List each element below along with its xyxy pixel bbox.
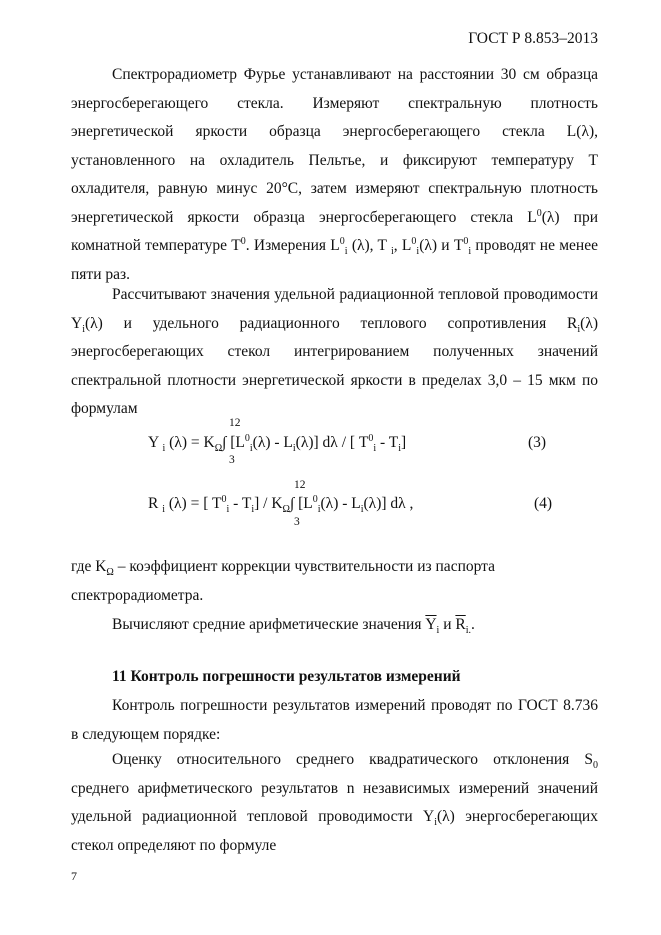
paragraph-means: Вычисляют средние арифметические значения $\overline{Y}_i$ и $\overline{R}_{i.}$. — [112, 616, 475, 637]
formula-4-lower-limit: 3 — [294, 516, 300, 528]
formula-3-upper-limit: 12 — [229, 417, 241, 429]
section-heading: 11 Контроль погрешности результатов измерений — [112, 668, 461, 685]
paragraph-measurement: Спектрорадиометр Фурье устанавливают на расстоянии 30 см образца энергосберегающего стекла. Измеряют спектральную плотность энергетической яркости образца энергосберегающего стекла L(λ), установленного на охладитель Пельтье, и фиксируют температуру T охладителя, равную минус 20°С, затем измеряют спектральную плотность энергетической яркости образца энергосберегающего стекла $L^0(\lambda)$ при комнатной температуре $T^0$. Измерения $L^0_i$ (λ), T $_i$, $L^0_i(\lambda)$ и $T^0_i$ проводят не менее пяти раз. — [71, 66, 598, 283]
formula-3-expression: Y $_i$ $(\lambda) = K_\Omega\int$ $[L^0_i(\lambda) - L_i(\lambda)]$ dλ / [ $T^0_i - T_i$] — [148, 432, 407, 455]
standard-header: ГОСТ Р 8.853–2013 — [468, 30, 598, 47]
formula-4-upper-limit: 12 — [294, 479, 306, 491]
formula-3-number: (3) — [528, 434, 547, 451]
paragraph-k-coefficient: где $K_\Omega$ – коэффициент коррекции чувствительности из паспорта спектрорадиометра. — [71, 558, 496, 604]
formula-4-expression: R $_i$ (λ) = [ $T^0_i - T_i] / K_\Omega\int$ $[L^0_i(\lambda) - L_i(\lambda)]$ dλ , — [148, 493, 414, 516]
formula-3-lower-limit: 3 — [229, 454, 235, 466]
paragraph-calculation: Рассчитывают значения удельной радиационной тепловой проводимости $Y_i(\lambda)$ и удельного радиационного теплового сопротивления $R_i(\lambda)$ энергосберегающих стекол интегрированием полученных значений спектральной плотности энергетической яркости в пределах 3,0 – 15 мкм по формулам — [71, 286, 598, 417]
paragraph-estimate: Оценку относительного среднего квадратического отклонения $S_0$ среднего арифметического результатов n независимых измерений значений удельной радиационной тепловой проводимости $Y_i(\lambda)$ энергосберегающих стекол определяют по формуле — [71, 751, 598, 854]
paragraph-control: Контроль погрешности результатов измерений проводят по ГОСТ 8.736 в следующем порядке: — [71, 697, 598, 743]
formula-4-number: (4) — [534, 495, 553, 512]
page-number: 7 — [71, 869, 77, 883]
